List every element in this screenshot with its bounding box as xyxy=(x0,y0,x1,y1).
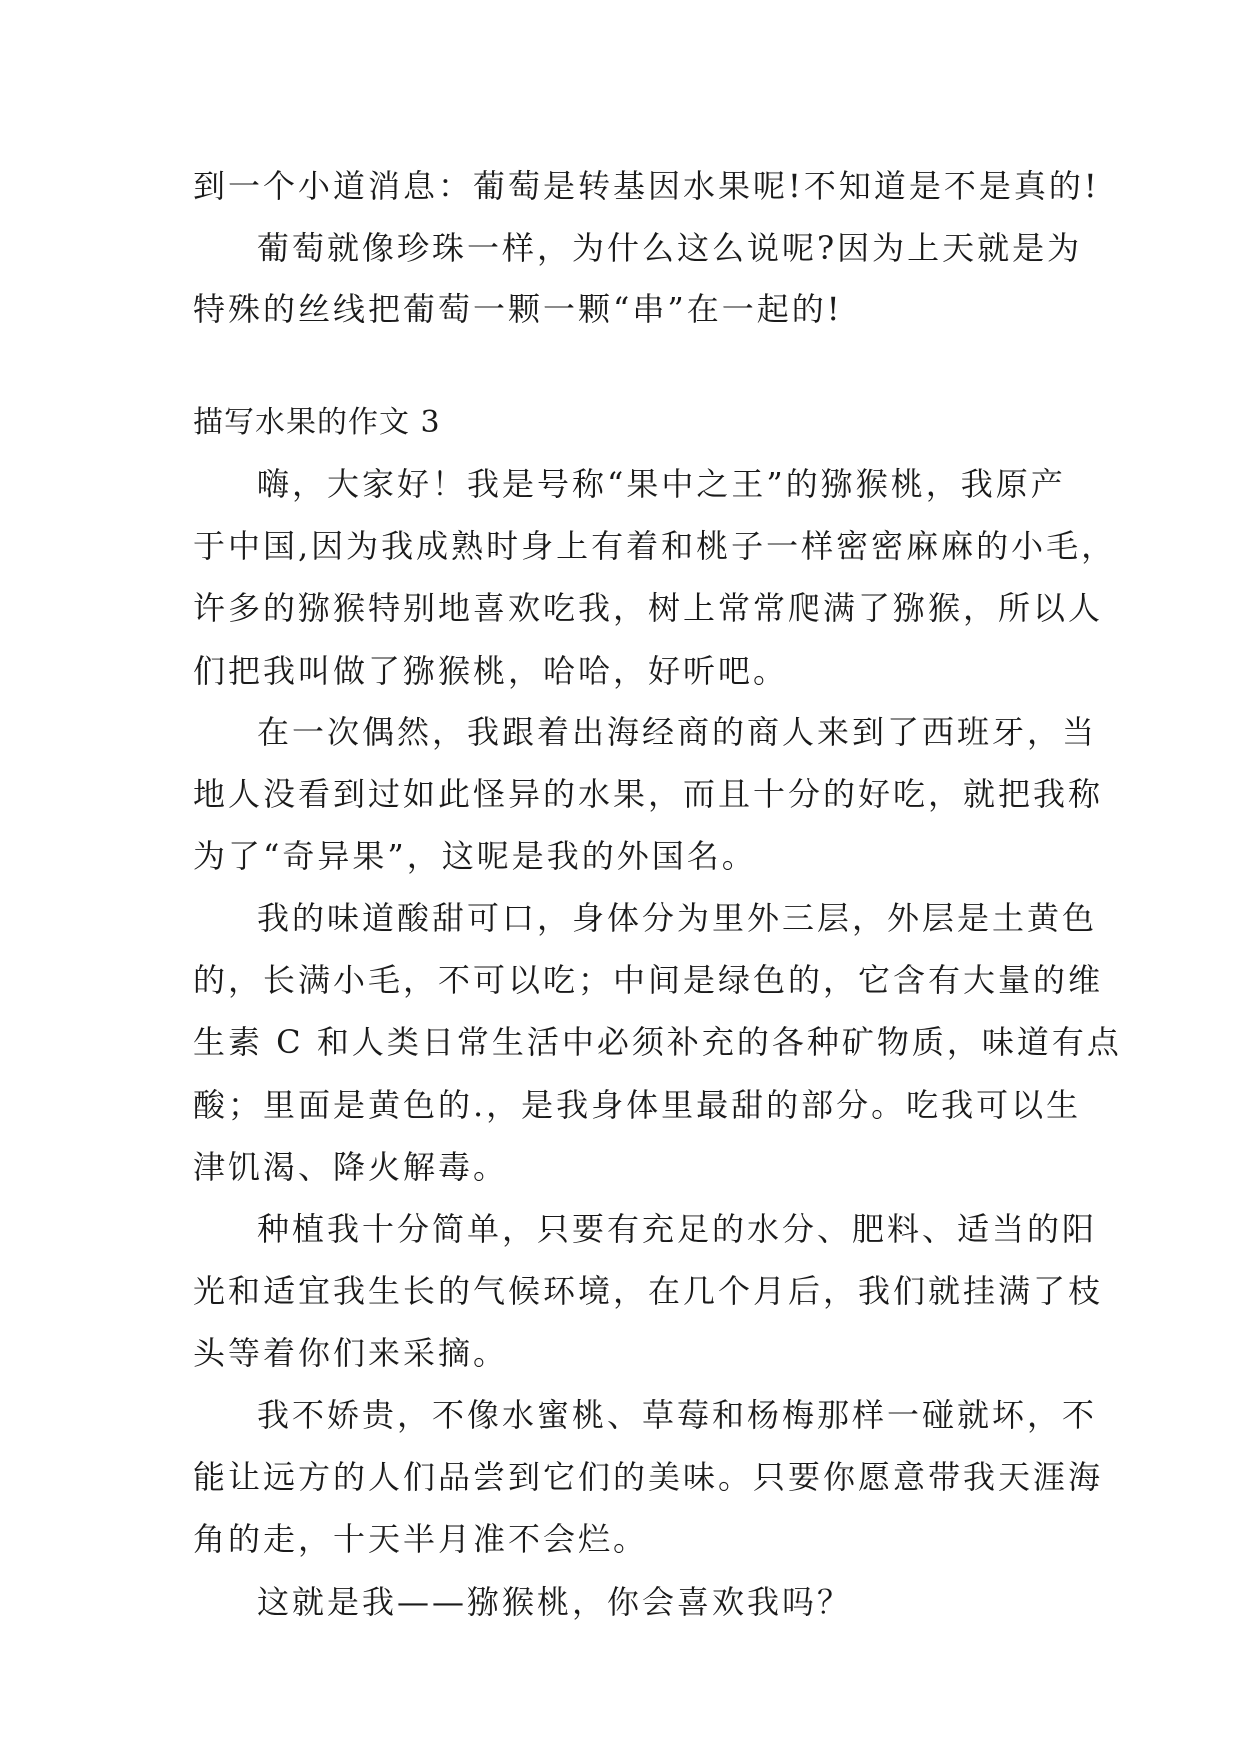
text-line: 能让远方的人们品尝到它们的美味。只要你愿意带我天涯海 xyxy=(193,1458,1104,1496)
paragraph-start-line: 嗨，大家好！我是号称“果中之王”的猕猴桃，我原产 xyxy=(257,465,1066,503)
text-line: 光和适宜我生长的气候环境，在几个月后，我们就挂满了枝 xyxy=(193,1272,1104,1310)
paragraph-start-line: 我的味道酸甜可口，身体分为里外三层，外层是土黄色 xyxy=(257,899,1098,937)
text-line: 酸；里面是黄色的.，是我身体里最甜的部分。吃我可以生 xyxy=(193,1086,1082,1124)
text-line: 角的走，十天半月准不会烂。 xyxy=(193,1520,649,1558)
text-line: 地人没看到过如此怪异的水果，而且十分的好吃，就把我称 xyxy=(193,775,1104,813)
text-line: 许多的猕猴特别地喜欢吃我，树上常常爬满了猕猴，所以人 xyxy=(193,589,1104,627)
text-line: 于中国,因为我成熟时身上有着和桃子一样密密麻麻的小毛， xyxy=(193,527,1117,565)
section-heading: 描写水果的作文 3 xyxy=(193,405,441,440)
text-line: 津饥渴、降火解毒。 xyxy=(193,1148,509,1186)
text-line: 生素 C 和人类日常生活中必须补充的各种矿物质，味道有点 xyxy=(193,1023,1122,1061)
text-line: 头等着你们来采摘。 xyxy=(193,1334,509,1372)
paragraph-start-line: 我不娇贵，不像水蜜桃、草莓和杨梅那样一碰就坏，不 xyxy=(257,1396,1098,1434)
paragraph-start-line: 在一次偶然，我跟着出海经商的商人来到了西班牙，当 xyxy=(257,713,1098,751)
paragraph-start-line: 种植我十分简单，只要有充足的水分、肥料、适当的阳 xyxy=(257,1210,1098,1248)
text-line: 的，长满小毛，不可以吃；中间是绿色的，它含有大量的维 xyxy=(193,961,1104,999)
text-line: 特殊的丝线把葡萄一颗一颗“串”在一起的! xyxy=(193,290,843,328)
text-line: 到一个小道消息：葡萄是转基因水果呢!不知道是不是真的! xyxy=(193,167,1100,205)
text-line: 们把我叫做了猕猴桃，哈哈，好听吧。 xyxy=(193,652,789,690)
paragraph-start-line: 葡萄就像珍珠一样，为什么这么说呢?因为上天就是为 xyxy=(257,229,1083,267)
text-line: 为了“奇异果”，这呢是我的外国名。 xyxy=(193,837,757,875)
paragraph-start-line: 这就是我——猕猴桃，你会喜欢我吗？ xyxy=(257,1583,853,1621)
